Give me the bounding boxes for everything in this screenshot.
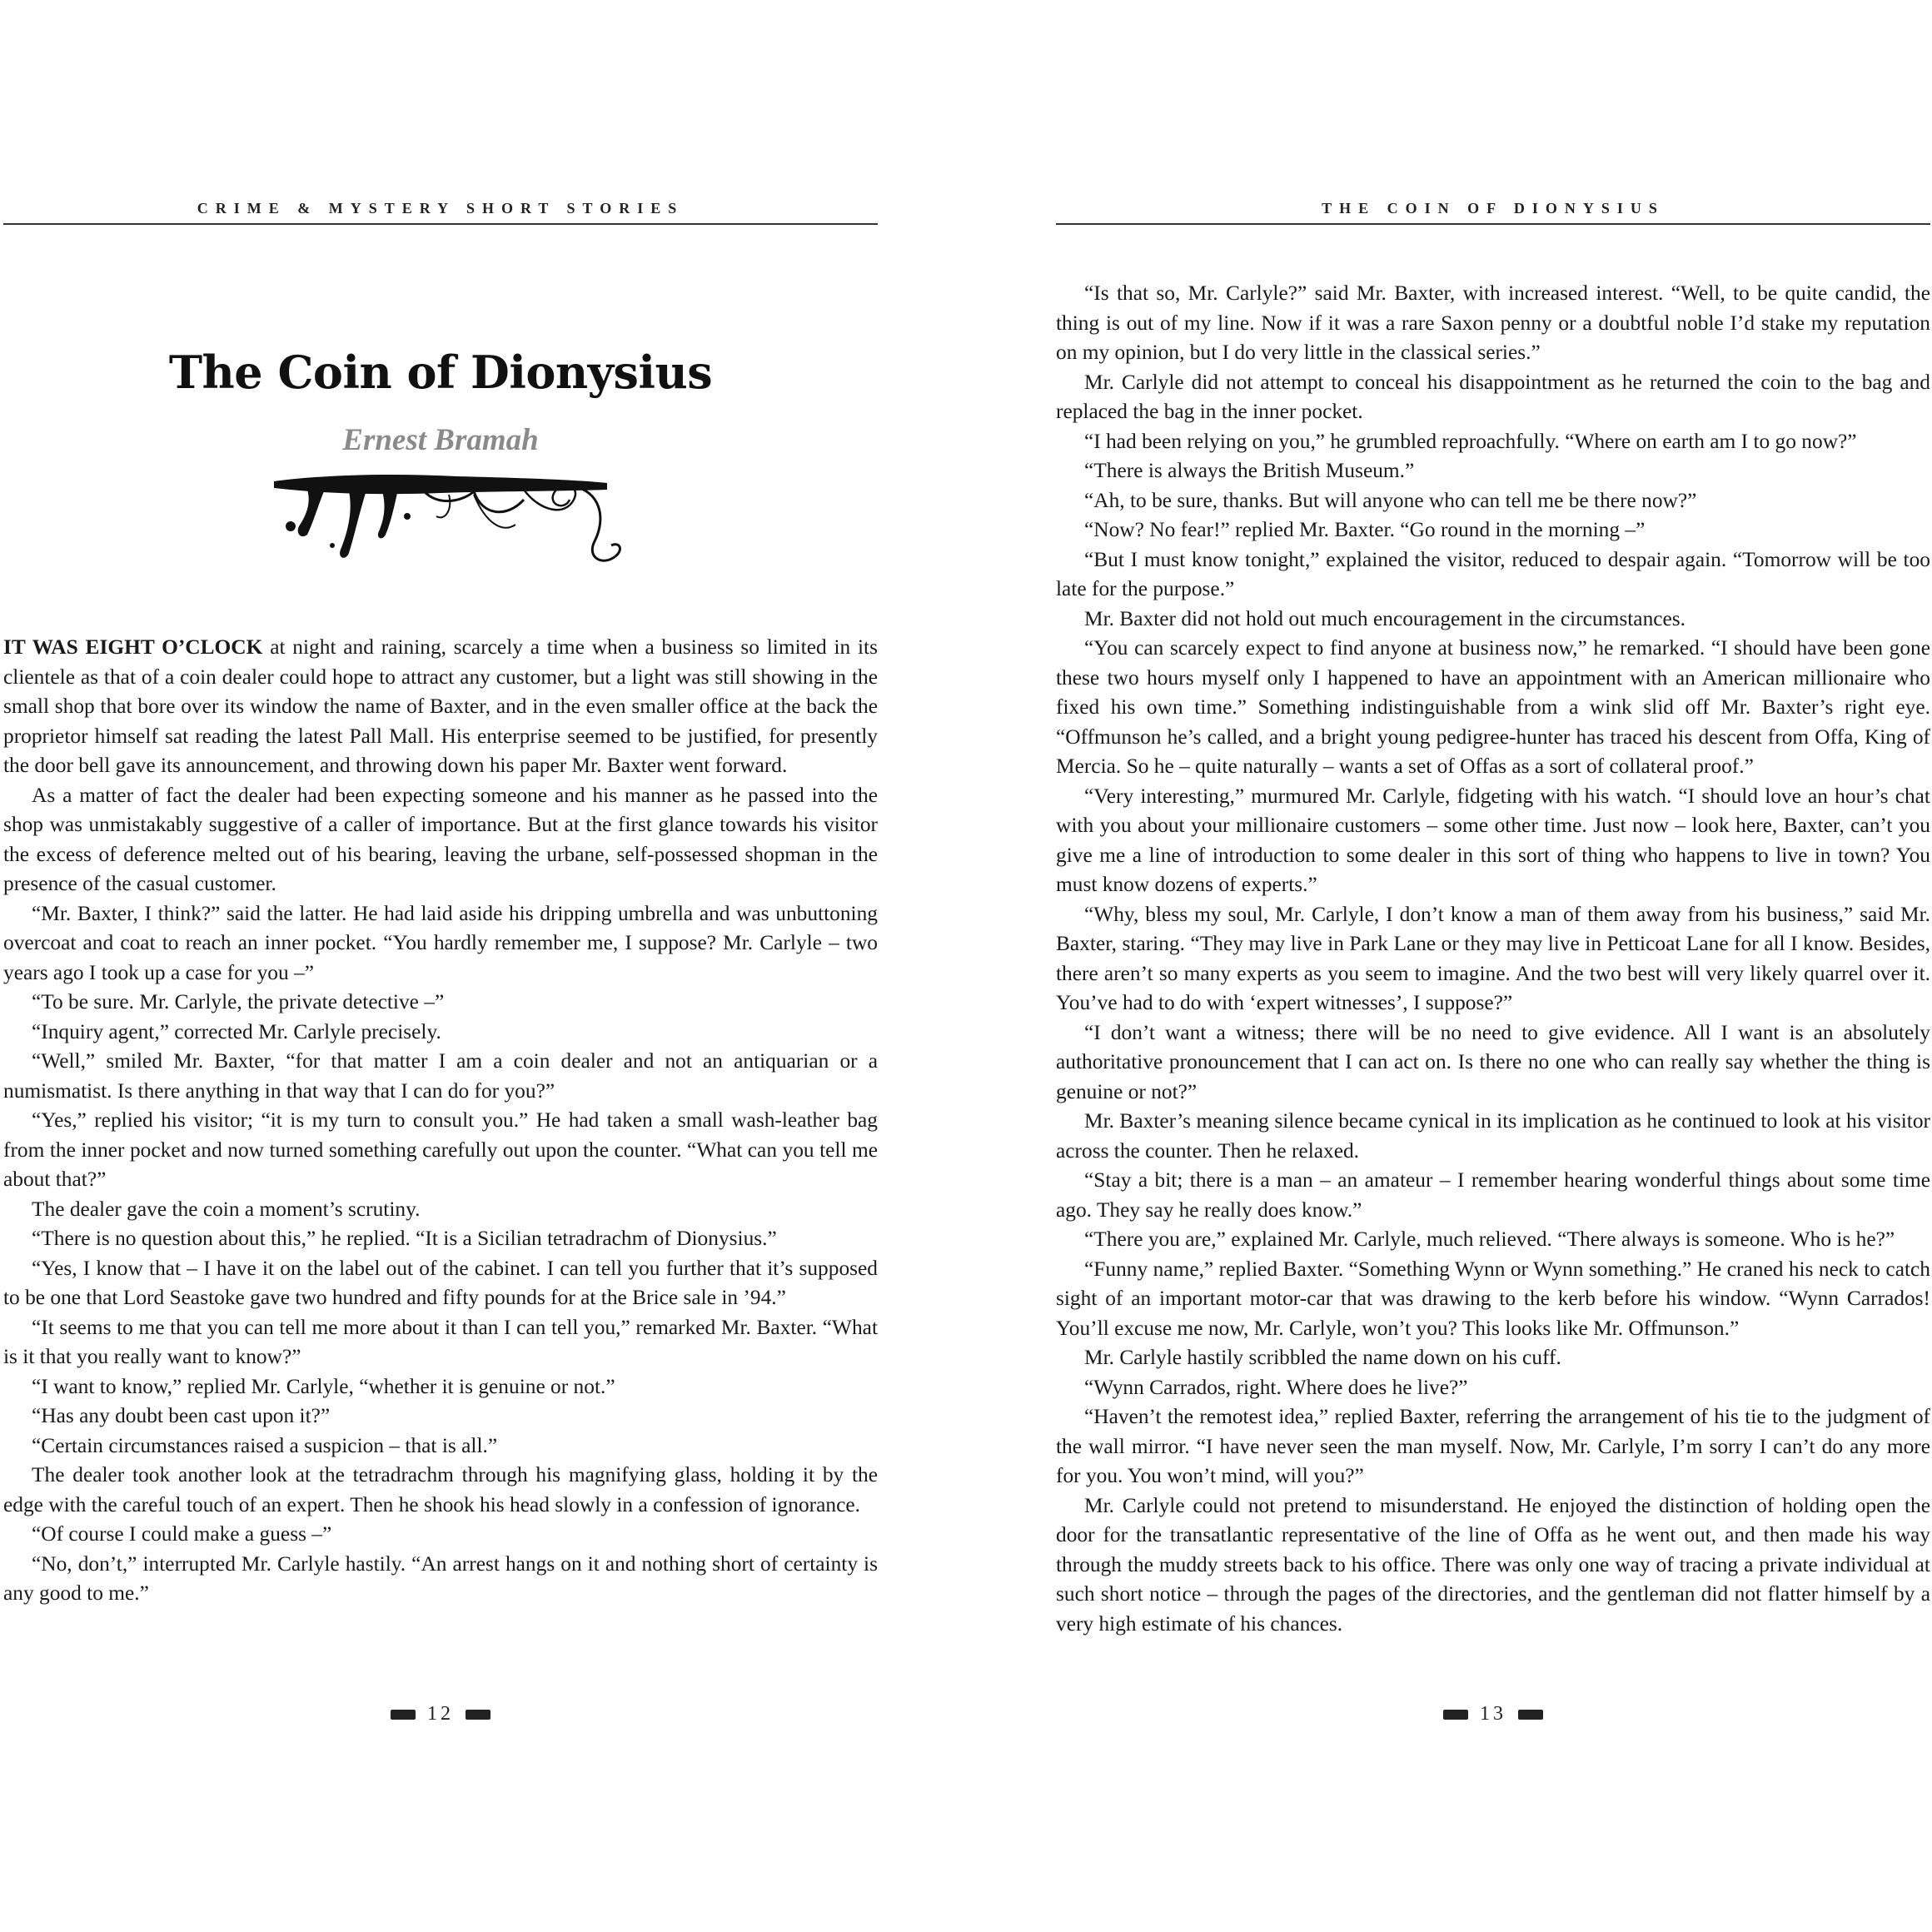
paragraph: “You can scarcely expect to find anyone at business now,” he remarked. “I should have been gone these two hours myself only I happened to have an appointment with an American millionaire who fixed his own time.” Something indistinguishable from a wink slid off Mr. Baxter’s right eye. “Offmunson he’s called, and a bright young pedigree-hunter has traced his descent from Offa, King of Mercia. So he – quite naturally – wants a set of Offas as a sort of collateral proof.” xyxy=(1056,636,1930,778)
paragraph: “No, don’t,” interrupted Mr. Carlyle hastily. “An arrest hangs on it and nothing short of certainty is any good to me.” xyxy=(3,1551,878,1605)
running-head-right: THE COIN OF DIONYSIUS xyxy=(1322,200,1665,217)
paragraph: “Stay a bit; there is a man – an amateur – I remember hearing wonderful things about some time ago. They say he really does know.” xyxy=(1056,1168,1930,1222)
running-head-left: CRIME & MYSTERY SHORT STORIES xyxy=(197,200,685,217)
paragraph: “Well,” smiled Mr. Baxter, “for that matter I am a coin dealer and not an antiquarian or a numismatist. Is there anything in that way that I can do for you?” xyxy=(3,1049,878,1103)
paragraph: The dealer gave the coin a moment’s scrutiny. xyxy=(32,1197,421,1221)
paragraph: “To be sure. Mr. Carlyle, the private detective –” xyxy=(32,990,445,1013)
folio-ornament-icon xyxy=(391,1710,416,1720)
ink-splash-ornament-icon xyxy=(274,466,657,575)
paragraph: “Ah, to be sure, thanks. But will anyone who can tell me be there now?” xyxy=(1084,488,1697,512)
header-rule-left xyxy=(3,223,878,225)
left-page xyxy=(3,0,878,1932)
lead-in: IT WAS EIGHT O’CLOCK xyxy=(3,635,263,659)
paragraph: “It seems to me that you can tell me more about it than I can tell you,” remarked Mr. Baxter. “What is it that you really want to know?” xyxy=(3,1315,878,1368)
page-number-left: 12 xyxy=(3,1703,878,1725)
paragraph: As a matter of fact the dealer had been expecting someone and his manner as he passed into the shop was unmistakably suggestive of a caller of importance. But at the first glance towards his visitor the excess of deference melted out of his bearing, leaving the urbane, self-possessed shopman in the presence of the casual customer. xyxy=(3,783,878,895)
paragraph: “Yes,” replied his visitor; “it is my turn to consult you.” He had taken a small wash-leather bag from the inner pocket and now turned something carefully out upon the counter. “What can you tell me about that?” xyxy=(3,1108,878,1191)
paragraph: “Very interesting,” murmured Mr. Carlyle, fidgeting with his watch. “I should love an hour’s chat with you about your millionaire customers – some other time. Just now – look here, Baxter, can’t you give me a line of introduction to some dealer in this sort of thing who happens to live in town? You must know dozens of experts.” xyxy=(1056,784,1930,896)
paragraph: “Is that so, Mr. Carlyle?” said Mr. Baxter, with increased interest. “Well, to be quite candid, the thing is out of my line. Now if it was a rare Saxon penny or a doubtful noble I’d stake my reputation on my opinion, but I do very little in the classical series.” xyxy=(1056,281,1930,364)
page-number-right: 13 xyxy=(1056,1703,1930,1725)
paragraph: “Certain circumstances raised a suspicion – that is all.” xyxy=(32,1433,498,1457)
paragraph: Mr. Carlyle did not attempt to conceal his disappointment as he returned the coin to the bag and replaced the bag in the inner pocket. xyxy=(1056,370,1930,423)
folio-ornament-icon xyxy=(466,1710,490,1720)
paragraph: “Mr. Baxter, I think?” said the latter. He had laid aside his dripping umbrella and was unbuttoning overcoat and coat to reach an inner pocket. “You hardly remember me, I suppose? Mr. Carlyle – two years ago I took up a case for you –” xyxy=(3,901,878,984)
header-rule-right xyxy=(1056,223,1930,225)
paragraph: Mr. Baxter’s meaning silence became cynical in its implication as he continued to look at his visitor across the counter. Then he relaxed. xyxy=(1056,1109,1930,1163)
folio-ornament-icon xyxy=(1443,1710,1468,1720)
paragraph: “Haven’t the remotest idea,” replied Baxter, referring the arrangement of his tie to the judgment of the wall mirror. “I have never seen the man myself. Now, Mr. Carlyle, I’m sorry I can’t do any more for you. You won’t mind, will you?” xyxy=(1056,1405,1930,1487)
paragraph: “I don’t want a witness; there will be no need to give evidence. All I want is an absolutely authoritative pronouncement that I can act on. Is there no one who can really say whether the thing is genuine or not?” xyxy=(1056,1020,1930,1103)
paragraph: “Now? No fear!” replied Mr. Baxter. “Go round in the morning –” xyxy=(1084,518,1646,541)
paragraph: “Why, bless my soul, Mr. Carlyle, I don’t know a man of them away from his business,” said Mr. Baxter, staring. “They may live in Park Lane or they may live in Petticoat Lane for all I know. Besides, there aren’t so many experts as you seem to imagine. And the two best will very likely quarrel over it. You’ve had to do with ‘expert witnesses’, I suppose?” xyxy=(1056,902,1930,1014)
paragraph: IT WAS EIGHT O’CLOCK at night and raining, scarcely a time when a business so limited in its clientele as that of a coin dealer could hope to attract any customer, but a light was still showing in the small shop that bore over its window the name of Baxter, and in the even smaller office at the back the proprietor himself sat reading the latest Pall Mall. His enterprise seemed to be justified, for presently the door bell gave its announcement, and throwing down his paper Mr. Baxter went forward. xyxy=(3,635,878,777)
paragraph: The dealer took another look at the tetradrachm through his magnifying glass, holding it by the edge with the careful touch of an expert. Then he shook his head slowly in a confession of ignorance. xyxy=(3,1463,878,1516)
body-text-left xyxy=(3,633,878,1609)
paragraph: “There is always the British Museum.” xyxy=(1084,459,1415,482)
paragraph: “Funny name,” replied Baxter. “Something Wynn or Wynn something.” He craned his neck to catch sight of an important motor-car that was drawing to the kerb before his window. “Wynn Carrados! You’ll excuse me now, Mr. Carlyle, won’t you? This looks like Mr. Offmunson.” xyxy=(1056,1257,1930,1340)
folio-ornament-icon xyxy=(1518,1710,1543,1720)
story-author: Ernest Bramah xyxy=(342,423,539,457)
paragraph: “Yes, I know that – I have it on the label out of the cabinet. I can tell you further that it’s supposed to be one that Lord Seastoke gave two hundred and fifty pounds for at the Brice sale in ’94.” xyxy=(3,1256,878,1309)
paragraph: Mr. Baxter did not hold out much encouragement in the circumstances. xyxy=(1084,606,1686,630)
paragraph: Mr. Carlyle could not pretend to misunderstand. He enjoyed the distinction of holding open the door for the transatlantic representative of the line of Offa as he went out, and then made his way through the muddy streets back to his office. There was only one way of tracing a private individual at such short notice – through the pages of the directories, and the gentleman did not flatter himself by a very high estimate of his chances. xyxy=(1056,1493,1930,1636)
paragraph: “I had been relying on you,” he grumbled reproachfully. “Where on earth am I to go now?” xyxy=(1084,429,1857,453)
paragraph: “Of course I could make a guess –” xyxy=(32,1522,332,1546)
paragraph: “But I must know tonight,” explained the visitor, reduced to despair again. “Tomorrow will be too late for the purpose.” xyxy=(1056,547,1930,600)
paragraph: “Wynn Carrados, right. Where does he live?” xyxy=(1084,1375,1468,1399)
paragraph: “Has any doubt been cast upon it?” xyxy=(32,1404,331,1427)
paragraph: “Inquiry agent,” corrected Mr. Carlyle precisely. xyxy=(32,1019,441,1043)
body-text-right xyxy=(1056,279,1930,1639)
story-title: The Coin of Dionysius xyxy=(168,346,713,399)
paragraph: “There you are,” explained Mr. Carlyle, much relieved. “There always is someone. Who is he?” xyxy=(1084,1227,1895,1251)
paragraph: Mr. Carlyle hastily scribbled the name down on his cuff. xyxy=(1084,1346,1561,1369)
paragraph: “I want to know,” replied Mr. Carlyle, “whether it is genuine or not.” xyxy=(32,1374,615,1398)
right-page xyxy=(1056,0,1930,1932)
paragraph: “There is no question about this,” he replied. “It is a Sicilian tetradrachm of Dionysius.” xyxy=(32,1227,777,1250)
